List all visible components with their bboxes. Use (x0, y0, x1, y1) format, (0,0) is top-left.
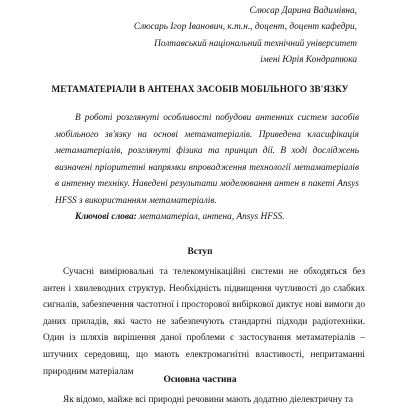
intro-paragraph: Сучасні вимірювальні та телекомунікаційні системи не обходяться без антен і хвилеводних структур. Необхідність підвищення чутливості до слабких сигналів, забезпечення частотної і просторової вибіркової диктує нові вимоги до даних приладів, які часто не забезпечують стандартні підходи радіотехніки. Один із шляхів вирішення даної проблеми є застосування метаматеріалів – штучних середовищ, що мають електромагнітні властивості, непритаманні природним матеріалам (43, 267, 365, 377)
section-title-main: Основна частина (163, 375, 237, 385)
keywords-text: метаматеріал, антена, Ansys HFSS. (136, 212, 285, 222)
author-affiliation: імені Юрія Кондратюка (260, 54, 357, 65)
author-block (37, 3, 357, 68)
author-affiliation: Полтавський національний технічний університет (154, 38, 357, 49)
section-title-intro: Вступ (187, 247, 213, 257)
keywords (55, 209, 359, 226)
abstract: В роботі розглянуті особливості побудови антенних систем засобів мобільного зв'язку на основі метаматеріалів. Приведена класифікація метаматеріалів, розглянуті фізика та принцип дії. В ході досліджень визначені пріоритетні напрямки впровадження технології метаматеріалів в антенну техніку. Наведені результати моделювання антен в пакеті Ansys HFSS з використанням метаматеріалів. (55, 113, 359, 206)
author-line: Слюсар Дарина Вадимівна, (249, 6, 357, 16)
main-paragraph: Як відомо, майже всі природні речовини мають додатню діелектричну та (63, 395, 353, 405)
paper-title: МЕТАМАТЕРІАЛИ В АНТЕНАХ ЗАСОБІВ МОБІЛЬНОГО ЗВ'ЯЗКУ (51, 84, 349, 94)
keywords-label: Ключові слова: (75, 212, 137, 222)
author-line: Слюсарь Ігор Іванович, к.т.н., доцент, доцент кафедри, (133, 22, 357, 33)
